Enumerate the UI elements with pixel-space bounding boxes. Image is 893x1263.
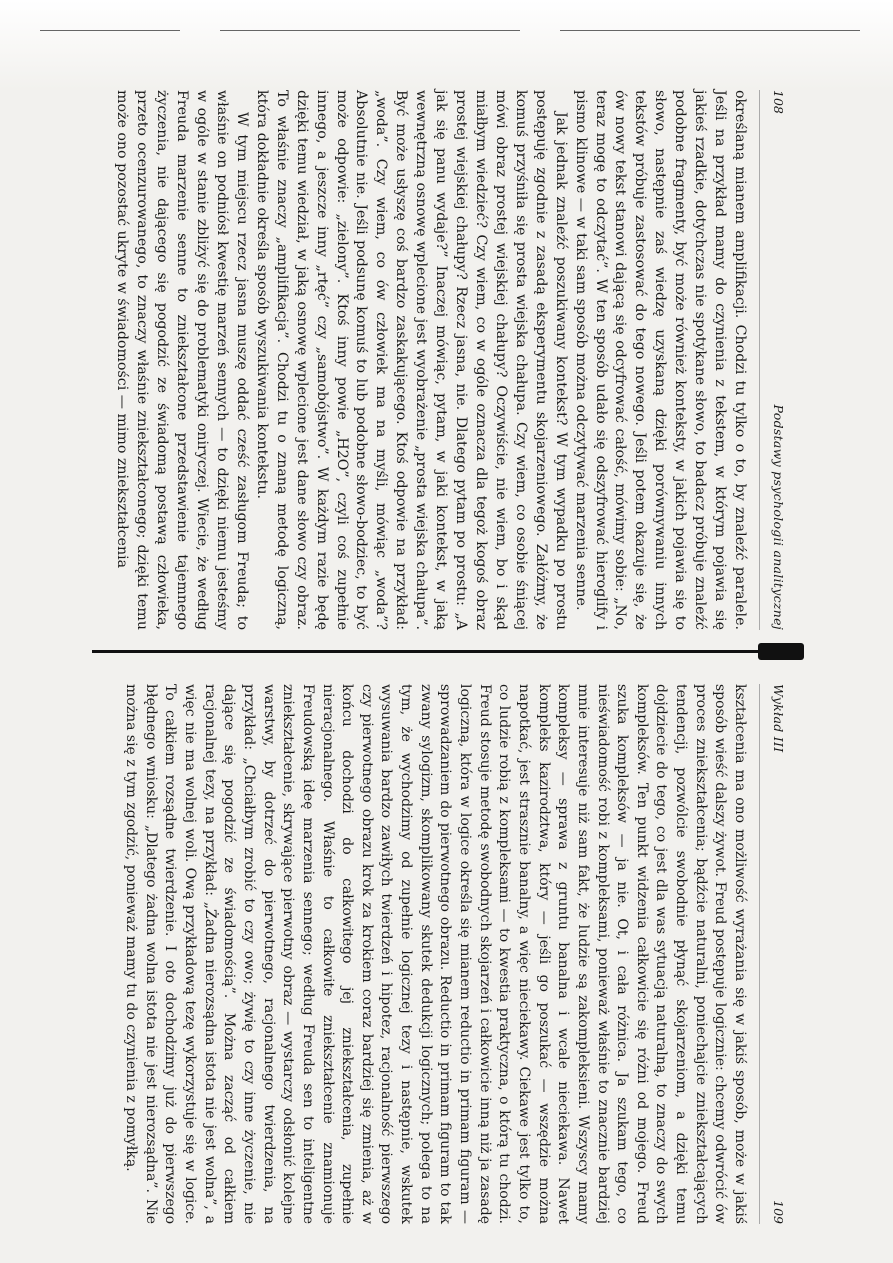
right-page [100, 684, 790, 1224]
left-page-body [112, 90, 750, 630]
paragraph: W tym miejscu rzecz jasna muszę oddać cześć zasługom Freuda; to właśnie on podniósł kwestię marzeń sennych — to dzięki niemu jesteśmy w ogóle w stanie zbliżyć się do problematyki oniryczej. Wiecie, że według Freuda marzenie senne to zniekształcone przedstawienie tajemnego życzenia, nie dającego się pogodzić ze świadomą postawą człowieka, przeto ocenzurowanego, to znaczy właśnie zniekształconego; dzięki temu może ono pozostać ukryte w świadomości — mimo zniekształcenia [114, 90, 250, 630]
scan-artifact [40, 30, 180, 31]
right-page-number: 109 [771, 1200, 786, 1224]
paragraph: określaną mianem amplifikacji. Chodzi tu tylko o to, by znaleźć paralele. Jeśli na przykład mamy do czynienia z tekstem, w którym pojawia się jakieś rzadkie, dotychczas nie spotykane słowo, to badacz próbuje znaleźć podobne fragmenty, być może również konteksty, w jakich pojawia się to słowo, następnie zaś wiedzę uzyskaną dzięki porównywaniu innych tekstów próbuje zastosować do tego nowego. Jeśli potem okazuje się, że ów nowy tekst stanowi dającą się odcyfrować całość, mówimy sobie: „No, teraz mogę to odczytać”. W ten sposób udało się odszyfrować hieroglify i pismo klinowe — w taki sam sposób można odczytywać marzenia senne. [572, 90, 748, 630]
book-spread [100, 90, 790, 1224]
scan-top-margin [0, 0, 893, 90]
left-page [100, 90, 790, 630]
left-running-head: Podstawy psychologii analitycznej [771, 404, 786, 630]
left-page-header [759, 90, 790, 630]
paragraph: Jak jednak znaleźć poszukiwany kontekst? W tym wypadku po prostu postępuję zgodnie z zasadą eksperymentu skojarzeniowego. Załóżmy, że komuś przyśniła się prosta wiejska chałupa. Czy wiem, co osobie śniącej mówi obraz prostej wiejskiej chałupy? Oczywiście, nie wiem, bo i skąd miałbym wiedzieć? Czy wiem, co w ogóle oznacza dla tegoż kogoś obraz prostej wiejskiej chałupy? Rzecz jasna, nie. Dlatego pytam po prostu: „A jak się panu wydaje?” Inaczej mówiąc, pytam, w jaki kontekst, w jaką wewnętrzną osnowę wplecione jest wyobrażenie „prosta wiejska chałupa”. Być może usłyszę coś bardzo zaskakującego. Ktoś odpowie na przykład: „woda”. Czy wiem, co ów człowiek ma na myśli, mówiąc „woda”? Absolutnie nie. Jeśli podsunę komuś to lub podobne słowo-bodziec, to być może odpowie: „zielony”. Ktoś inny powie „H2O”, czyli coś zupełnie innego, a jeszcze inny „rtęć” czy „samobójstwo”. W każdym razie będę dzięki temu wiedział, w jaką osnowę wplecione jest dane słowo czy obraz. To właśnie znaczy „amplifikacja”. Chodzi tu o znaną metodę logiczną, która dokładnie określa sposób wyszukiwania kontekstu. [253, 90, 569, 630]
scan-artifact [560, 30, 860, 31]
right-page-body [121, 684, 750, 1224]
right-running-head: Wykład III [771, 684, 786, 753]
left-page-number: 108 [771, 90, 786, 114]
binding-mark [758, 643, 804, 660]
right-page-header [759, 684, 790, 1224]
book-gutter [92, 650, 798, 653]
scan-artifact [220, 30, 520, 31]
paragraph: kształcenia ma ono możliwość wyrażania się w jakiś sposób, może w jakiś sposób wieść dalszy żywot. Freud postępuje logicznie: chcemy odwrócić ów proces zniekształcenia; bądźcie naturalni, poniechajcie zniekształcających tendencji, pozwólcie swobodnie płynąć skojarzeniom, a dzięki temu dojdziecie do tego, co jest dla was sytuacją naturalną, to znaczy do swych kompleksów. Ten punkt widzenia całkowicie się różni od mojego. Freud szuka kompleksów — ja nie. Ot, i cała różnica. Ja szukam tego, co nieświadomość robi z kompleksami, ponieważ właśnie to znacznie bardziej mnie interesuje niż sam fakt, że ludzie są zakompleksieni. Wszyscy mamy kompleksy — sprawa z gruntu banalna i wcale nieciekawa. Nawet kompleks kazirodztwa, który — jeśli go poszukać — wszędzie można napotkać, jest strasznie banalny, a więc nieciekawy. Ciekawe jest tylko to, co ludzie robią z kompleksami — to kwestia praktyczna, o którą tu chodzi. Freud stosuje metodę swobodnych skojarzeń i całkowicie inną niż ja zasadę logiczną, która w logice określa się mianem reductio in primam figuram — sprowadzaniem do pierwotnego obrazu. Reductio in primam figuram to tak zwany sylogizm, skomplikowany skutek dedukcji logicznych; polega to na tym, że wychodzimy od zupełnie logicznej tezy i następnie, wskutek wysuwania bardzo zawiłych twierdzeń i hipotez, racjonalność pierwszego czy pierwotnego obrazu krok za krokiem coraz bardziej się zmienia, aż w końcu dochodzi do całkowitego jej zniekształcenia, zupełnie nieracjonalnego. Właśnie to całkowite zniekształcenie znamionuje Freudowską ideę marzenia sennego; według Freuda sen to inteligentne zniekształcenie, skrywające pierwotny obraz — wystarczy odsłonić kolejne warstwy, by dotrzeć do pierwotnego, racjonalnego twierdzenia, na przykład: „Chciałbym zrobić to czy owo; żywię to czy inne życzenie, nie dające się pogodzić ze świadomością”. Można zacząć od całkiem racjonalnej tezy, na przykład: „Żadna nierozsądna istota nie jest wolna”, a więc nie ma wolnej woli. Ową przykładową tezę wykorzystuje się w logice. To całkiem rozsądne twierdzenie. I oto dochodzimy już do pierwszego błędnego wniosku: „Dlatego żadna wolna istota nie jest nierozsądna”. Nie można się z tym zgodzić, ponieważ mamy tu do czynienia z pomyłką. [123, 684, 748, 1224]
